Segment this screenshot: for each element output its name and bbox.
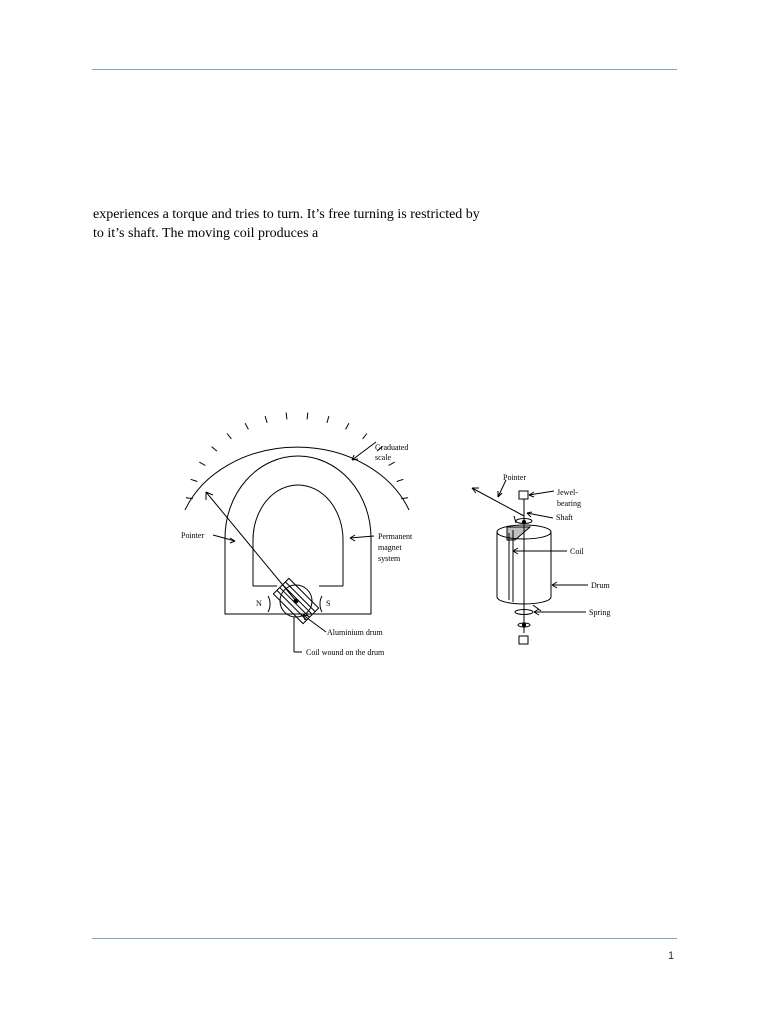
top-jewel-bearing [519, 491, 528, 499]
coil-winding [507, 527, 530, 540]
scale-tick [227, 434, 231, 439]
label-spring: Spring [589, 608, 611, 617]
bottom-jewel-bearing [519, 636, 528, 644]
label-permanent-magnet-2: magnet [378, 543, 402, 552]
paragraph-line-2: to it’s shaft. The moving coil produces a [93, 226, 319, 241]
label-north-pole: N [256, 599, 262, 608]
footer-rule [92, 938, 677, 939]
label-pointer-left: Pointer [181, 531, 205, 540]
label-pointer-right: Pointer [503, 473, 527, 482]
label-drum: Drum [591, 581, 610, 590]
scale-tick [286, 413, 287, 420]
label-permanent-magnet-3: system [378, 554, 401, 563]
scale-tick [199, 462, 205, 465]
north-pole-face [268, 596, 270, 612]
scale-tick [212, 447, 217, 452]
scale-tick [265, 416, 267, 423]
label-aluminium-drum: Aluminium drum [327, 628, 383, 637]
scale-tick [245, 423, 248, 429]
pointer-needle [206, 492, 296, 601]
scale-tick [389, 462, 395, 465]
label-coil: Coil [570, 547, 584, 556]
paragraph-line-1: experiences a torque and tries to turn. It’s free turning is restricted by [93, 207, 480, 222]
label-graduated-scale: Graduated [375, 443, 409, 452]
scale-tick [191, 479, 198, 481]
permanent-magnet-inner [253, 485, 343, 586]
label-jewel-bearing: Jewel- [557, 488, 578, 497]
scale-tick [346, 423, 349, 429]
scale-tick [363, 434, 367, 439]
scale-tick [307, 413, 308, 420]
south-pole-face [320, 596, 322, 612]
label-coil-wound: Coil wound on the drum [306, 648, 385, 657]
scale-tick [327, 416, 329, 423]
label-graduated-scale-2: scale [375, 453, 391, 462]
scale-tick [397, 479, 404, 481]
label-shaft: Shaft [556, 513, 573, 522]
permanent-magnet-outer [225, 456, 371, 614]
label-permanent-magnet: Permanent [378, 532, 413, 541]
label-jewel-bearing-2: bearing [557, 499, 581, 508]
label-south-pole: S [326, 599, 331, 608]
page-number: 1 [668, 950, 675, 962]
